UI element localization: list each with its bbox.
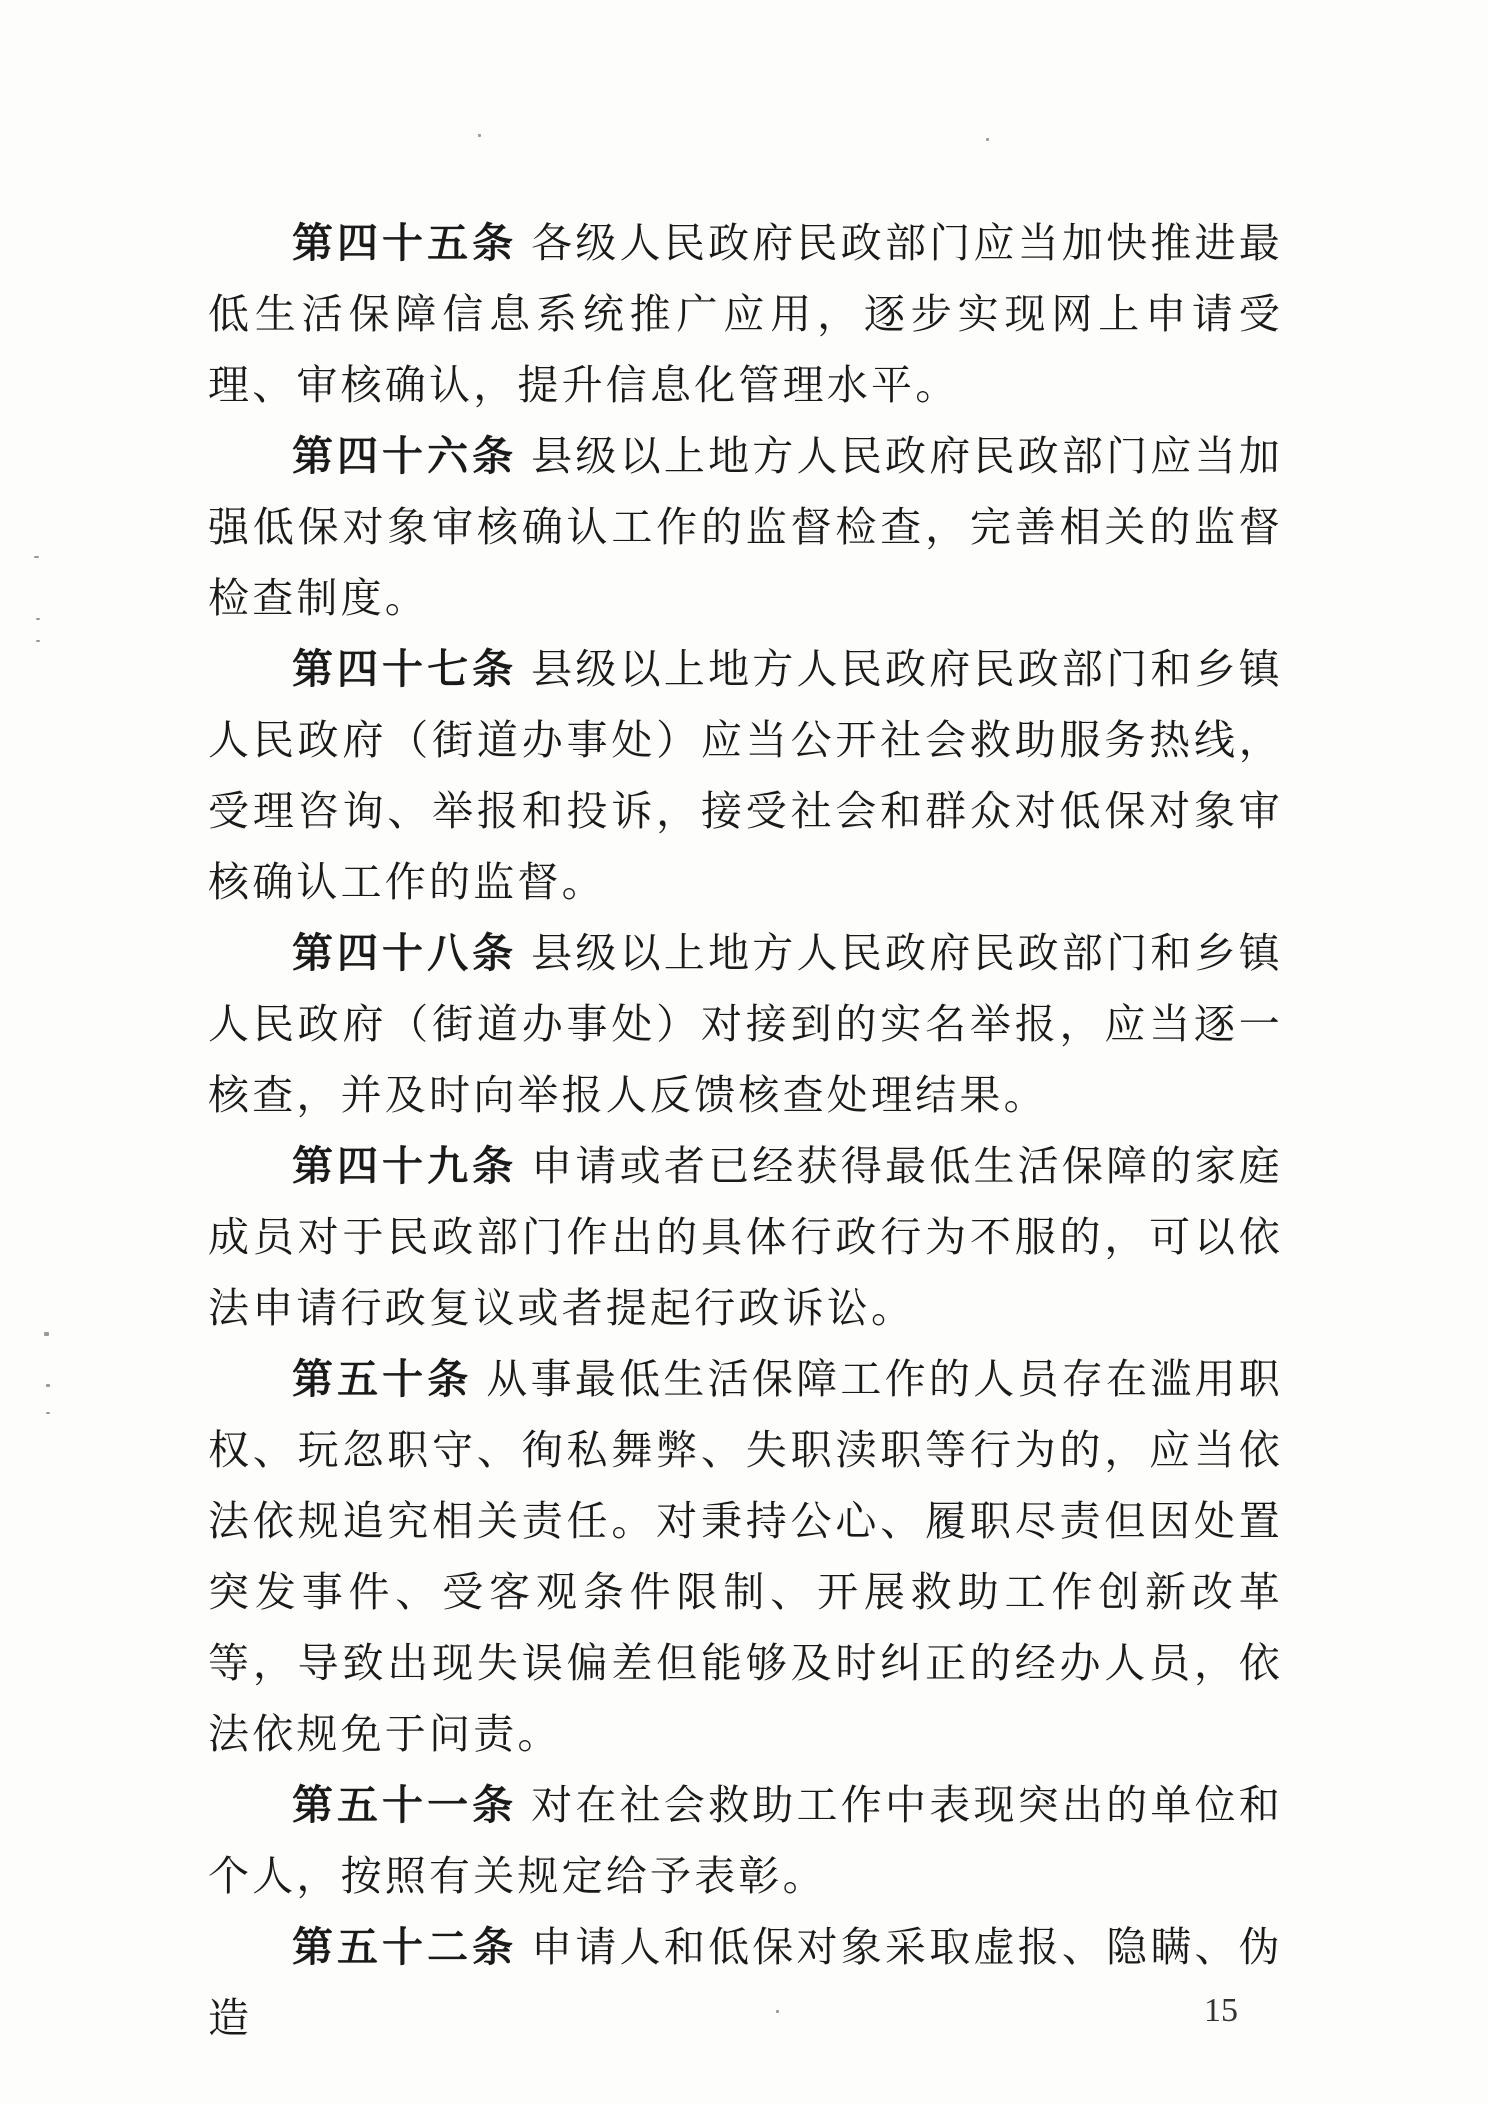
scan-speck	[986, 138, 989, 141]
article-paragraph	[208, 208, 1283, 421]
article-paragraph	[208, 634, 1283, 918]
scan-speck	[36, 618, 40, 620]
scan-speck	[46, 1384, 50, 1387]
article-body: 县级以上地方人民政府民政部门和乡镇人民政府（街道办事处）对接到的实名举报，应当逐一核查，并及时向举报人反馈核查处理结果。	[208, 929, 1284, 1119]
article-paragraph	[208, 1131, 1283, 1344]
article-paragraph	[208, 1912, 1283, 2054]
article-paragraph	[208, 1770, 1283, 1912]
scan-speck	[478, 134, 481, 137]
scan-speck	[46, 1412, 50, 1414]
article-body: 从事最低生活保障工作的人员存在滥用职权、玩忽职守、徇私舞弊、失职渎职等行为的，应当依法依规追究相关责任。对秉持公心、履职尽责但因处置突发事件、受客观条件限制、开展救助工作创新改革等，导致出现失误偏差但能够及时纠正的经办人员，依法依规免于问责。	[208, 1355, 1283, 1758]
article-paragraph	[208, 1344, 1283, 1770]
article-body: 县级以上地方人民政府民政部门应当加强低保对象审核确认工作的监督检查，完善相关的监督检查制度。	[208, 432, 1284, 622]
article-body: 申请人和低保对象采取虚报、隐瞒、伪造	[208, 1923, 1284, 2042]
article-body: 申请或者已经获得最低生活保障的家庭成员对于民政部门作出的具体行政行为不服的，可以依法申请行政复议或者提起行政诉讼。	[208, 1142, 1284, 1332]
article-number: 第四十九条	[292, 1142, 518, 1190]
article-body: 对在社会救助工作中表现突出的单位和个人，按照有关规定给予表彰。	[208, 1781, 1284, 1900]
article-number: 第五十一条	[292, 1781, 518, 1829]
article-number: 第四十八条	[292, 929, 518, 977]
document-body	[208, 208, 1283, 2054]
page-number: 15	[1204, 1992, 1238, 2029]
article-number: 第五十条	[292, 1355, 473, 1403]
article-body: 县级以上地方人民政府民政部门和乡镇人民政府（街道办事处）应当公开社会救助服务热线，受理咨询、举报和投诉，接受社会和群众对低保对象审核确认工作的监督。	[208, 645, 1284, 906]
article-number: 第四十七条	[292, 645, 518, 693]
scan-speck	[44, 1332, 49, 1336]
article-number: 第五十二条	[292, 1923, 518, 1971]
article-paragraph	[208, 918, 1283, 1131]
article-paragraph	[208, 421, 1283, 634]
scan-speck	[34, 556, 39, 558]
article-number: 第四十六条	[292, 432, 518, 480]
article-number: 第四十五条	[292, 219, 518, 267]
scan-speck	[36, 640, 40, 642]
article-body: 各级人民政府民政部门应当加快推进最低生活保障信息系统推广应用，逐步实现网上申请受理、审核确认，提升信息化管理水平。	[208, 219, 1284, 409]
